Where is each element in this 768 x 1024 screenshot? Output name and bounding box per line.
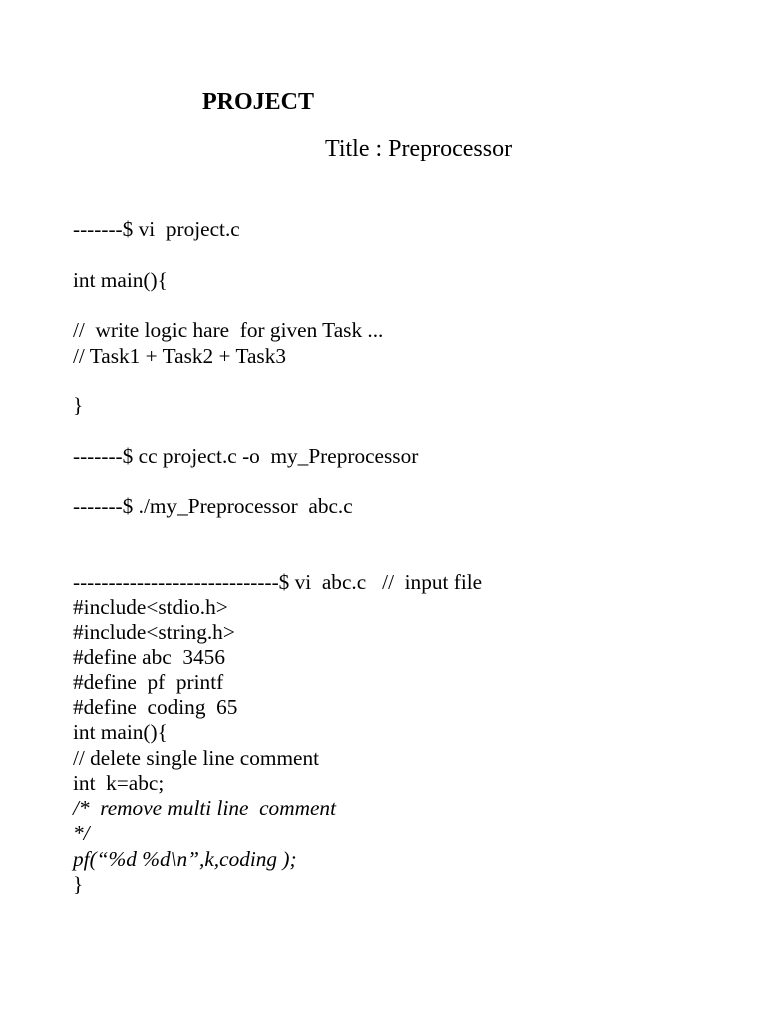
code-line-multi-comment-start: /* remove multi line comment [73, 796, 336, 820]
document-subtitle: Title : Preprocessor [325, 136, 513, 162]
code-line-include-stdio: #include<stdio.h> [73, 595, 228, 619]
code-line-define-abc: #define abc 3456 [73, 645, 225, 669]
code-line-comment-logic: // write logic hare for given Task ... [73, 318, 384, 342]
code-line-define-coding: #define coding 65 [73, 695, 238, 719]
code-line-multi-comment-end: */ [73, 821, 90, 845]
shell-command-compile: -------$ cc project.c -o my_Preprocessor [73, 444, 419, 468]
code-line-include-string: #include<string.h> [73, 620, 235, 644]
code-line-input-main-close: } [73, 872, 84, 896]
shell-command-vi-project: -------$ vi project.c [73, 217, 240, 241]
shell-command-run: -------$ ./my_Preprocessor abc.c [73, 494, 353, 518]
shell-command-vi-input: -----------------------------$ vi abc.c // input file [73, 570, 483, 594]
document-heading: PROJECT [202, 89, 315, 115]
code-line-comment-tasks: // Task1 + Task2 + Task3 [73, 344, 286, 368]
code-line-input-main-open: int main(){ [73, 720, 168, 744]
code-line-define-pf: #define pf printf [73, 670, 224, 694]
code-line-printf-call: pf(“%d %d\n”,k,coding ); [73, 847, 297, 871]
code-line-main-open: int main(){ [73, 268, 168, 292]
code-line-int-k: int k=abc; [73, 771, 165, 795]
code-line-single-comment: // delete single line comment [73, 746, 320, 770]
code-line-main-close: } [73, 393, 84, 417]
